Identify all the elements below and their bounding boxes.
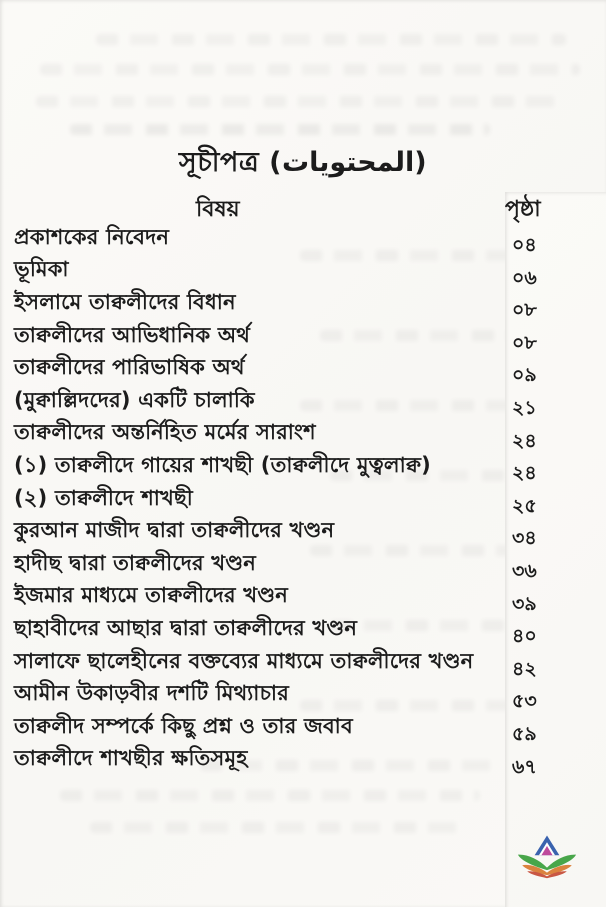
toc-entry-label: তাক্বলীদ সম্পর্কে কিছু প্রশ্ন ও তার জবাব	[14, 713, 353, 738]
toc-row	[14, 711, 592, 744]
toc-entry-page-number: ০৪	[512, 234, 537, 256]
toc-row	[14, 320, 592, 353]
toc-row	[14, 352, 592, 385]
toc-row	[14, 744, 592, 777]
toc-entry-page-number: ০৮	[512, 331, 537, 354]
bleed-through-artifact	[60, 790, 480, 801]
bleed-through-artifact	[70, 124, 490, 135]
toc-entry-label: তাক্বলীদের অন্তর্নিহিত মর্মের সারাংশ	[14, 420, 316, 445]
toc-entry-label: (২) তাক্বলীদে শাখছী	[14, 485, 193, 510]
toc-row	[14, 418, 592, 451]
toc-entry-page-number: ০৯	[512, 364, 537, 387]
publisher-open-book-logo	[516, 833, 578, 885]
toc-entry-page-number: ৫৯	[512, 722, 537, 745]
toc-entry-page-number: ০৮	[512, 299, 537, 322]
column-header-subject: বিষয়	[196, 197, 240, 222]
toc-entry-label: ইজমার মাধ্যমে তাক্বলীদের খণ্ডন	[14, 583, 288, 608]
toc-entry-page-number: ০৬	[512, 266, 537, 289]
toc-row	[14, 483, 592, 516]
toc-row	[14, 515, 592, 548]
toc-row	[14, 450, 592, 483]
toc-entry-label: তাক্বলীদের পারিভাষিক অর্থ	[14, 355, 245, 380]
toc-entry-label: হাদীছ দ্বারা তাক্বলীদের খণ্ডন	[14, 550, 256, 575]
bleed-through-artifact	[96, 34, 566, 45]
toc-entry-label: ইসলামে তাক্বলীদের বিধান	[14, 289, 236, 314]
toc-entry-label: ছাহাবীদের আছার দ্বারা তাক্বলীদের খণ্ডন	[14, 615, 358, 640]
toc-entry-label: কুরআন মাজীদ দ্বারা তাক্বলীদের খণ্ডন	[14, 518, 335, 543]
toc-entry-page-number: ৪২	[512, 657, 537, 680]
toc-entry-page-number: ২৪	[512, 462, 537, 485]
toc-row	[14, 548, 592, 581]
bleed-through-artifact	[36, 96, 556, 107]
toc-entry-label: ভূমিকা	[14, 257, 69, 282]
toc-row	[14, 222, 592, 255]
toc-row	[14, 385, 592, 418]
table-of-contents	[14, 222, 592, 776]
toc-entry-page-number: ৩৬	[512, 559, 537, 582]
toc-entry-label: আমীন উকাড়বীর দশটি মিথ্যাচার	[14, 681, 289, 706]
toc-entry-page-number: ২৫	[512, 494, 537, 517]
toc-row	[14, 581, 592, 614]
page-title: সূচীপত্র (المحتويات)	[178, 147, 428, 178]
toc-entry-page-number: ২১	[512, 396, 537, 419]
toc-entry-label: (মুক্বাল্লিদদের) একটি চালাকি	[14, 387, 255, 412]
toc-entry-label: তাক্বলীদে শাখছীর ক্ষতিসমূহ	[14, 746, 248, 771]
toc-entry-label: (১) তাক্বলীদে গায়ের শাখছী (তাক্বলীদে মুত্বলাক্ব)	[14, 452, 431, 477]
bleed-through-artifact	[90, 822, 470, 833]
toc-row	[14, 646, 592, 679]
toc-entry-page-number: ২৪	[512, 429, 537, 452]
toc-entry-page-number: ৬৭	[512, 755, 537, 778]
toc-entry-label: প্রকাশকের নিবেদন	[14, 224, 170, 249]
toc-row	[14, 287, 592, 320]
toc-entry-page-number: ৩৪	[512, 527, 537, 550]
toc-entry-label: সালাফে ছালেহীনের বক্তব্যের মাধ্যমে তাক্বলীদের খণ্ডন	[14, 648, 474, 673]
bleed-through-artifact	[40, 64, 580, 75]
column-header-page: পৃষ্ঠা	[505, 192, 606, 907]
toc-row	[14, 255, 592, 288]
toc-entry-page-number: ৫৩	[512, 690, 537, 713]
toc-row	[14, 613, 592, 646]
toc-entry-page-number: ৩৯	[512, 592, 537, 615]
toc-entry-page-number: ৪০	[512, 625, 537, 648]
toc-entry-label: তাক্বলীদের আভিধানিক অর্থ	[14, 322, 251, 347]
toc-row	[14, 678, 592, 711]
